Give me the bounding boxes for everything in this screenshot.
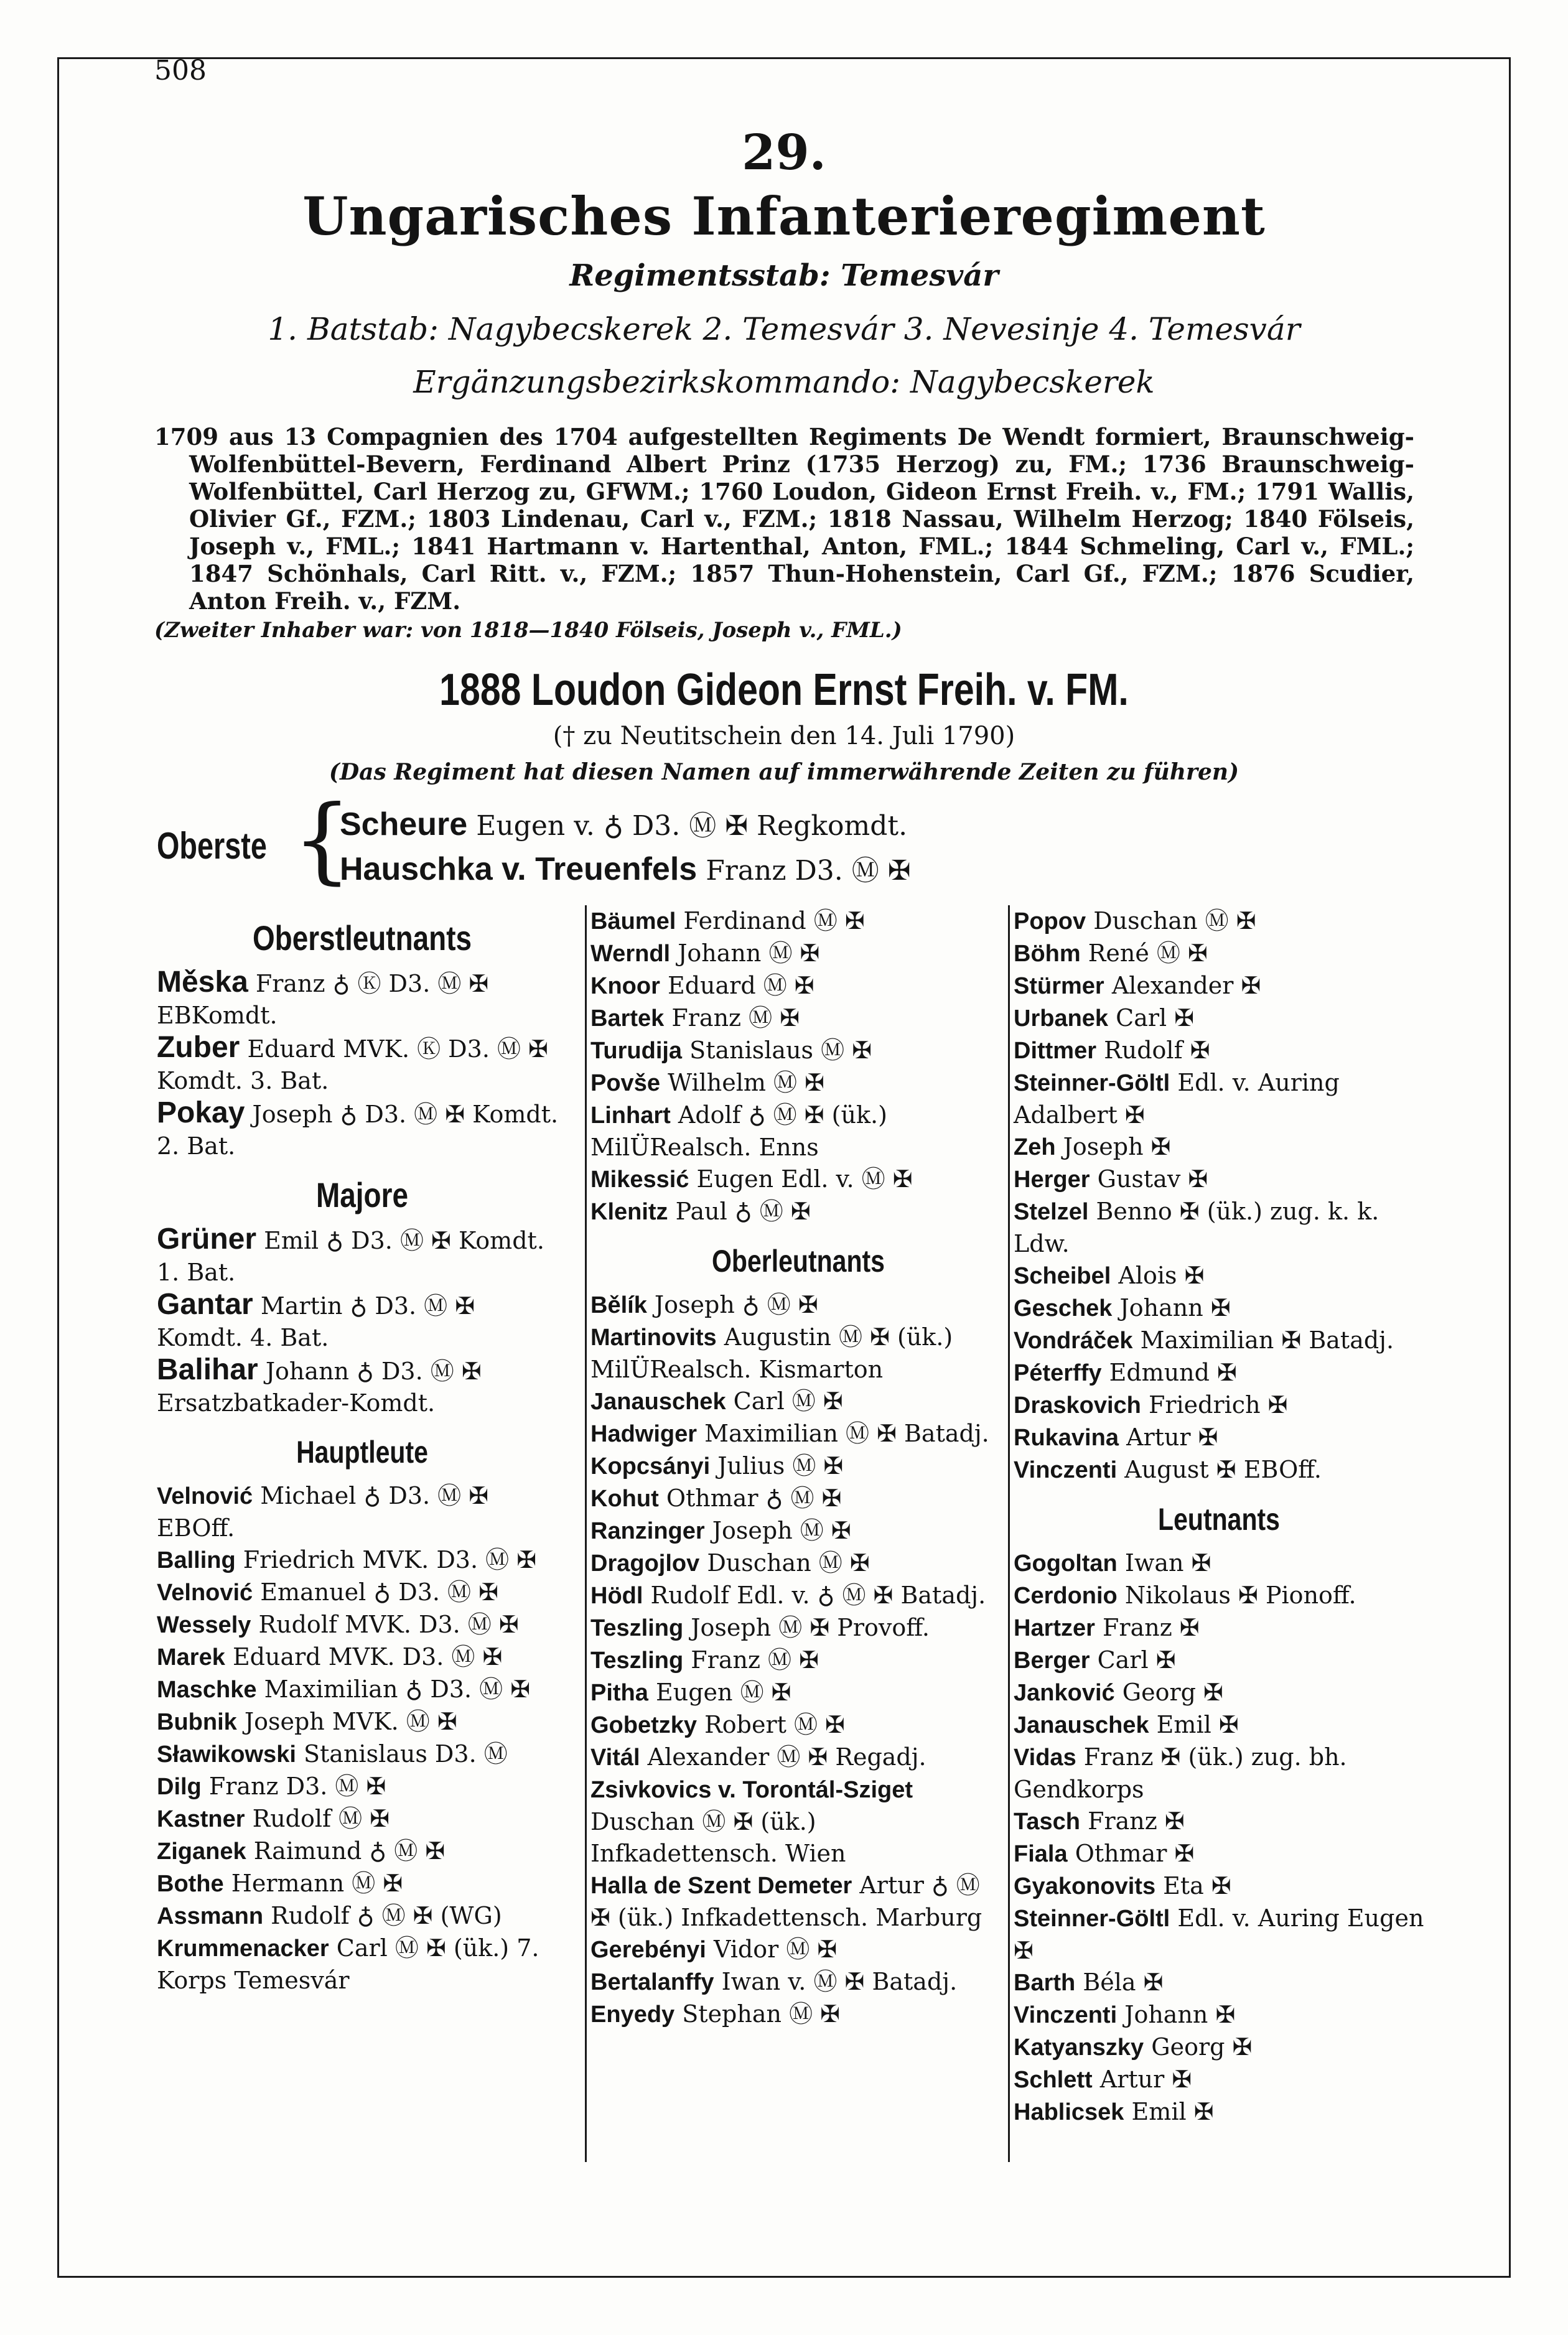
officer-surname: Hadwiger	[590, 1421, 698, 1447]
oberst-row	[340, 848, 911, 888]
officer-entry	[1014, 1967, 1424, 1999]
officer-details: Vidor Ⓜ ✠	[713, 1936, 838, 1963]
officer-entry	[1014, 1644, 1424, 1677]
officer-entry	[590, 1450, 1006, 1483]
officer-entry	[1014, 1196, 1424, 1260]
officer-surname: Linhart	[590, 1102, 671, 1129]
owner-death: († zu Neutitschein den 14. Juli 1790)	[553, 722, 1015, 750]
officer-details: Duschan Ⓜ ✠	[1093, 907, 1256, 934]
officer-details: Edl. v. Auring Adalbert ✠	[1014, 1069, 1340, 1129]
officer-entry	[1014, 1035, 1424, 1067]
officer-surname: Grüner	[157, 1223, 257, 1256]
officer-details: Franz ✠ (ük.) zug. bh. Gendkorps	[1014, 1743, 1347, 1803]
officer-surname: Tasch	[1014, 1809, 1081, 1835]
officer-entry	[1014, 970, 1424, 1002]
officer-details: Alois ✠	[1118, 1262, 1205, 1289]
officer-entry	[1014, 2031, 1424, 2064]
officer-entry	[157, 1032, 567, 1097]
officer-details: Béla ✠	[1083, 1969, 1164, 1996]
oberste-label: Oberste	[157, 825, 267, 867]
officer-entry	[157, 1544, 567, 1577]
officer-details: Rudolf ✠	[1104, 1037, 1210, 1064]
officer-surname: Mikessić	[590, 1167, 689, 1193]
officer-details: Joseph ♁ Ⓜ ✠	[654, 1291, 818, 1318]
column-left	[157, 905, 567, 1997]
officer-entry	[590, 1934, 1006, 1966]
officer-entry	[1014, 1454, 1424, 1486]
officer-surname: Dragojlov	[590, 1550, 700, 1577]
officer-surname: Ranzinger	[590, 1518, 705, 1544]
officer-surname: Berger	[1014, 1648, 1090, 1674]
officer-entry	[1014, 2096, 1424, 2128]
officer-details: Eduard Ⓜ ✠	[667, 972, 814, 999]
officer-entry	[1014, 1709, 1424, 1741]
officer-surname: Kastner	[157, 1806, 245, 1832]
officer-details: Friedrich MVK. D3. Ⓜ ✠	[243, 1546, 537, 1573]
officer-details: Carl ✠	[1116, 1004, 1195, 1032]
oberst-row	[340, 803, 907, 843]
officer-entry	[590, 1067, 1006, 1099]
officer-surname: Böhm	[1014, 941, 1081, 967]
officer-entry	[590, 1418, 1006, 1450]
officer-surname: Scheibel	[1014, 1263, 1111, 1289]
officer-details: Rudolf ♁ Ⓜ ✠ (WG)	[271, 1902, 502, 1929]
officer-details: Othmar ✠	[1075, 1840, 1195, 1867]
officer-details: Adolf ♁ Ⓜ ✠ (ük.) MilÜRealsch. Enns	[590, 1101, 887, 1161]
officer-details: Eugen Edl. v. Ⓜ ✠	[696, 1165, 913, 1193]
officer-details: Franz Ⓜ ✠	[671, 1004, 800, 1032]
officer-entry	[590, 1644, 1006, 1677]
officer-surname: Draskovich	[1014, 1392, 1141, 1419]
officer-entry	[590, 1709, 1006, 1741]
officer-entry	[590, 1741, 1006, 1774]
officer-surname: Vondráček	[1014, 1328, 1133, 1354]
officer-surname: Bartek	[590, 1005, 665, 1032]
officer-details: Duschan Ⓜ ✠ (ük.) Infkadettensch. Wien	[590, 1808, 846, 1867]
officer-details: Stanislaus D3. Ⓜ	[303, 1740, 508, 1768]
officer-surname: Schlett	[1014, 2067, 1093, 2093]
officer-surname: Janauschek	[590, 1389, 726, 1415]
officer-entry	[590, 1998, 1006, 2031]
officer-entry	[1014, 1547, 1424, 1580]
officer-details: Ferdinand Ⓜ ✠	[683, 907, 865, 934]
officer-surname: Janauschek	[1014, 1712, 1149, 1738]
officer-surname: Martinovits	[590, 1325, 717, 1351]
officer-entry	[157, 1771, 567, 1803]
officer-entry	[157, 1803, 567, 1835]
officer-surname: Marek	[157, 1644, 225, 1671]
officer-entry	[157, 1354, 567, 1419]
officer-entry	[1014, 2064, 1424, 2096]
officer-surname: Zeh	[1014, 1134, 1056, 1160]
officer-details: August ✠ EBOff.	[1124, 1456, 1322, 1483]
officer-surname: Vitál	[590, 1745, 640, 1771]
officer-details: Rudolf Ⓜ ✠	[252, 1805, 390, 1832]
officer-entry	[590, 1580, 1006, 1612]
officer-details: Maximilian ✠ Batadj.	[1140, 1326, 1394, 1354]
officer-details: Robert Ⓜ ✠	[704, 1711, 845, 1738]
officer-details: Duschan Ⓜ ✠	[707, 1549, 870, 1577]
officer-details: Franz Ⓜ ✠	[691, 1646, 819, 1674]
officer-entry	[157, 1835, 567, 1868]
officer-details: Maximilian ♁ D3. Ⓜ ✠	[264, 1676, 531, 1703]
officer-entry	[590, 1966, 1006, 1998]
officer-entry	[1014, 1163, 1424, 1196]
officer-surname: Kopcsányi	[590, 1453, 711, 1480]
second-owner: (Zweiter Inhaber war: von 1818—1840 Fölseis, Joseph v., FML.)	[154, 618, 902, 643]
officer-surname: Bertalanffy	[590, 1969, 714, 1995]
officer-details: Benno ✠ (ük.) zug. k. k. Ldw.	[1014, 1198, 1379, 1257]
officer-entry	[157, 966, 567, 1032]
regiment-number: 29.	[742, 124, 826, 181]
officer-surname: Sławikowski	[157, 1741, 296, 1768]
officer-details: Eugen Ⓜ ✠	[656, 1679, 791, 1706]
officer-entry	[590, 1035, 1006, 1067]
oberst-name: Hauschka v. Treuenfels	[340, 851, 698, 887]
officer-details: Carl ✠	[1097, 1646, 1176, 1674]
officer-surname: Steinner-Göltl	[1014, 1906, 1170, 1932]
officer-surname: Enyedy	[590, 2002, 675, 2028]
officer-entry	[1014, 1677, 1424, 1709]
officer-details: Iwan ✠	[1124, 1549, 1211, 1577]
officer-details: Iwan v. Ⓜ ✠ Batadj.	[721, 1968, 958, 1995]
officer-entry	[157, 1609, 567, 1641]
officer-entry	[590, 970, 1006, 1002]
officer-details: Michael ♁ D3. Ⓜ ✠ EBOff.	[157, 1482, 489, 1542]
officer-surname: Stelzel	[1014, 1199, 1089, 1225]
officer-details: Franz ✠	[1103, 1614, 1200, 1641]
officer-entry	[1014, 1292, 1424, 1325]
officer-surname: Fiala	[1014, 1841, 1068, 1867]
officer-entry	[590, 1163, 1006, 1196]
officer-surname: Hartzer	[1014, 1615, 1095, 1641]
officer-surname: Dittmer	[1014, 1038, 1097, 1064]
officer-surname: Měska	[157, 966, 248, 999]
officer-surname: Gyakonovits	[1014, 1873, 1156, 1899]
officer-entry	[590, 1321, 1006, 1386]
officer-entry	[590, 1677, 1006, 1709]
officer-surname: Péterffy	[1014, 1360, 1102, 1386]
officer-entry	[157, 1577, 567, 1609]
oberst-name: Scheure	[340, 806, 468, 842]
officer-entry	[157, 1868, 567, 1900]
officer-details: Emil ♁ D3. Ⓜ ✠ Komdt. 1. Bat.	[157, 1227, 544, 1286]
officer-details: Raimund ♁ Ⓜ ✠	[253, 1837, 446, 1865]
officer-surname: Katyanszky	[1014, 2034, 1144, 2061]
officer-details: Othmar ♁ Ⓜ ✠	[666, 1484, 842, 1512]
officer-details: Franz ✠	[1088, 1807, 1185, 1835]
officer-details: Gustav ✠	[1097, 1165, 1208, 1193]
officer-details: Julius Ⓜ ✠	[717, 1452, 844, 1480]
officer-details: Rudolf Edl. v. ♁ Ⓜ ✠ Batadj.	[650, 1582, 986, 1609]
officer-surname: Krummenacker	[157, 1936, 329, 1962]
officer-entry	[157, 1641, 567, 1674]
officer-entry	[1014, 1612, 1424, 1644]
officer-surname: Bäumel	[590, 908, 676, 934]
officer-details: Maximilian Ⓜ ✠ Batadj.	[704, 1420, 989, 1447]
officer-surname: Teszling	[590, 1615, 684, 1641]
page-number: 508	[154, 55, 207, 86]
regiment-title: Ungarisches Infanterieregiment	[302, 185, 1266, 247]
officer-surname: Bělík	[590, 1292, 647, 1318]
officer-entry	[1014, 1357, 1424, 1389]
officer-entry	[157, 1706, 567, 1738]
history-text: 1709 aus 13 Compagnien des 1704 aufgestellten Regiments De Wendt formiert, Braunschweig-Wolfenbüttel-Bevern, Ferdinand Albert Prinz (1735 Herzog) zu, FM.; 1736 Braunschweig-Wolfenbüttel, Carl Herzog zu, GFWM.; 1760 Loudon, Gideon Ernst Freih. v., FM.; 1791 Wallis, Olivier Gf., FZM.; 1803 Lindenau, Carl v., FZM.; 1818 Nassau, Wilhelm Herzog; 1840 Fölseis, Joseph v., FML.; 1841 Hartmann v. Hartenthal, Anton, FML.; 1844 Schmeling, Carl v., FML.; 1847 Schönhals, Carl Ritt. v., FZM.; 1857 Thun-Hohenstein, Carl Gf., FZM.; 1876 Scudier, Anton Freih. v., FZM.	[154, 423, 1414, 615]
officer-details: Franz ♁ Ⓚ D3. Ⓜ ✠ EBKomdt.	[157, 970, 489, 1029]
officer-surname: Halla de Szent Demeter	[590, 1873, 852, 1899]
officer-entry	[1014, 1260, 1424, 1292]
officer-details: Stanislaus Ⓜ ✠	[689, 1037, 872, 1064]
officer-surname: Turudija	[590, 1038, 683, 1064]
officer-surname: Bubnik	[157, 1709, 237, 1735]
officer-surname: Teszling	[590, 1648, 684, 1674]
officer-surname: Janković	[1014, 1680, 1115, 1706]
officer-entry	[1014, 938, 1424, 970]
officer-surname: Barth	[1014, 1970, 1076, 1996]
officer-surname: Werndl	[590, 941, 671, 967]
officer-surname: Klenitz	[590, 1199, 668, 1225]
officer-details: Artur ♁ Ⓜ ✠ (ük.) Infkadettensch. Marburg	[590, 1871, 982, 1931]
officer-surname: Kohut	[590, 1486, 659, 1512]
officer-details: Alexander Ⓜ ✠ Regadj.	[647, 1743, 926, 1771]
officer-surname: Maschke	[157, 1677, 257, 1703]
officer-surname: Vinczenti	[1014, 2002, 1118, 2028]
officer-surname: Popov	[1014, 908, 1086, 934]
officer-surname: Dilg	[157, 1774, 202, 1800]
officer-details: Edl. v. Auring Eugen ✠	[1014, 1904, 1424, 1964]
officer-surname: Povše	[590, 1070, 660, 1096]
officer-entry	[1014, 1741, 1424, 1806]
officer-surname: Cerdonio	[1014, 1583, 1118, 1609]
column-right	[1008, 905, 1424, 2162]
officer-details: Joseph ♁ D3. Ⓜ ✠ Komdt. 2. Bat.	[157, 1101, 559, 1160]
officer-details: Alexander ✠	[1111, 972, 1261, 999]
officer-details: Eduard MVK. D3. Ⓜ ✠	[232, 1643, 503, 1671]
officer-details: Augustin Ⓜ ✠ (ük.) MilÜRealsch. Kismarton	[590, 1323, 953, 1383]
officer-details: Joseph Ⓜ ✠	[712, 1517, 851, 1544]
officer-surname: Zuber	[157, 1031, 240, 1064]
officer-details: Eta ✠	[1163, 1872, 1231, 1899]
officer-details: Joseph ✠	[1063, 1133, 1171, 1160]
officer-details: Rudolf MVK. D3. Ⓜ ✠	[258, 1611, 519, 1638]
officer-details: Artur ✠	[1126, 1424, 1218, 1451]
officer-details: Emil ✠	[1156, 1711, 1239, 1738]
officer-details: Georg ✠	[1122, 1679, 1223, 1706]
officer-entry	[1014, 1999, 1424, 2031]
officer-details: Joseph MVK. Ⓜ ✠	[244, 1708, 457, 1735]
officer-surname: Balling	[157, 1547, 236, 1573]
officer-details: Joseph Ⓜ ✠ Provoff.	[691, 1614, 930, 1641]
officer-entry	[1014, 1002, 1424, 1035]
officer-surname: Gogoltan	[1014, 1550, 1118, 1577]
officer-entry	[1014, 1903, 1424, 1967]
officer-surname: Gobetzky	[590, 1712, 698, 1738]
officer-details: Wilhelm Ⓜ ✠	[668, 1069, 824, 1096]
officer-surname: Herger	[1014, 1167, 1090, 1193]
owner-name: 1888 Loudon Gideon Ernst Freih. v. FM.	[439, 665, 1129, 715]
officer-entry	[590, 1002, 1006, 1035]
officer-entry	[590, 1196, 1006, 1228]
rank-heading: Leutnants	[1158, 1502, 1280, 1537]
officer-details: Nikolaus ✠ Pionoff.	[1124, 1582, 1356, 1609]
officer-surname: Pokay	[157, 1096, 245, 1129]
officer-details: Georg ✠	[1151, 2033, 1253, 2061]
officer-entry	[157, 1674, 567, 1706]
officer-surname: Ziganek	[157, 1839, 246, 1865]
officer-entry	[1014, 1131, 1424, 1163]
officer-surname: Assmann	[157, 1903, 264, 1929]
officer-surname: Gantar	[157, 1288, 253, 1321]
officer-entry	[157, 1223, 567, 1289]
officer-entry	[157, 1900, 567, 1932]
officer-details: Johann Ⓜ ✠	[678, 939, 820, 967]
officer-details: Carl Ⓜ ✠ (ük.) 7. Korps Temesvár	[157, 1934, 539, 1994]
officer-details: Edmund ✠	[1109, 1359, 1237, 1386]
officer-details: Johann ✠	[1119, 1294, 1231, 1321]
officer-details: Stephan Ⓜ ✠	[682, 2000, 840, 2028]
officer-entry	[157, 1738, 567, 1771]
officer-entry	[590, 1774, 1006, 1870]
officer-entry	[590, 1870, 1006, 1934]
officer-surname: Stürmer	[1014, 973, 1104, 999]
officer-entry	[590, 1099, 1006, 1163]
officer-entry	[590, 1289, 1006, 1321]
regimentsstab: Regimentsstab: Temesvár	[569, 258, 999, 293]
officer-surname: Urbanek	[1014, 1005, 1109, 1032]
officer-entry	[590, 1483, 1006, 1515]
officer-details: Johann ✠	[1124, 2001, 1236, 2028]
rank-heading: Majore	[315, 1175, 409, 1214]
officer-surname: Wessely	[157, 1612, 251, 1638]
officer-details: Emil ✠	[1131, 2098, 1214, 2125]
officer-entry	[1014, 1580, 1424, 1612]
oberst-rest: Eugen v. ♁ D3. Ⓜ ✠ Regkomdt.	[476, 810, 908, 842]
officer-details: Carl Ⓜ ✠	[733, 1387, 843, 1415]
rank-heading: Hauptleute	[296, 1435, 428, 1470]
officer-surname: Gerebényi	[590, 1937, 706, 1963]
rank-heading: Oberstleutnants	[252, 918, 472, 958]
officer-surname: Knoor	[590, 973, 660, 999]
ergaenzung: Ergänzungsbezirkskommando: Nagybecskerek	[413, 364, 1155, 400]
officer-surname: Pitha	[590, 1680, 648, 1706]
officer-surname: Vinczenti	[1014, 1457, 1118, 1483]
officer-surname: Balihar	[157, 1353, 258, 1386]
officer-entry	[1014, 1806, 1424, 1838]
officer-details: Hermann Ⓜ ✠	[231, 1870, 403, 1897]
officer-details: Paul ♁ Ⓜ ✠	[675, 1198, 811, 1225]
oberst-rest: Franz D3. Ⓜ ✠	[706, 855, 911, 887]
officer-entry	[1014, 905, 1424, 938]
officer-details: Emanuel ♁ D3. Ⓜ ✠	[260, 1578, 498, 1606]
rank-heading: Oberleutnants	[712, 1244, 885, 1279]
officer-surname: Bothe	[157, 1871, 224, 1897]
officer-details: Eduard MVK. Ⓚ D3. Ⓜ ✠ Komdt. 3. Bat.	[157, 1035, 548, 1094]
officer-entry	[1014, 1422, 1424, 1454]
officer-surname: Velnović	[157, 1580, 253, 1606]
officer-surname: Vidas	[1014, 1745, 1076, 1771]
officer-surname: Zsivkovics v. Torontál-Sziget	[590, 1777, 913, 1803]
officer-details: Johann ♁ D3. Ⓜ ✠ Ersatzbatkader-Komdt.	[157, 1358, 482, 1417]
officer-entry	[1014, 1838, 1424, 1870]
officer-surname: Hödl	[590, 1583, 643, 1609]
officer-entry	[1014, 1067, 1424, 1131]
officer-entry	[590, 905, 1006, 938]
officer-entry	[590, 1515, 1006, 1547]
officer-surname: Hablicsek	[1014, 2099, 1124, 2125]
officer-entry	[157, 1289, 567, 1354]
officer-surname: Steinner-Göltl	[1014, 1070, 1170, 1096]
officer-details: René Ⓜ ✠	[1088, 939, 1208, 967]
officer-details: Artur ✠	[1099, 2066, 1192, 2093]
officer-surname: Velnović	[157, 1483, 253, 1509]
officer-entry	[157, 1480, 567, 1544]
officer-surname: Rukavina	[1014, 1425, 1119, 1451]
officer-entry	[590, 1386, 1006, 1418]
officer-entry	[157, 1097, 567, 1162]
batstab: 1. Batstab: Nagybecskerek 2. Temesvár 3. Nevesinje 4. Temesvár	[268, 311, 1300, 347]
officer-details: Franz D3. Ⓜ ✠	[208, 1773, 386, 1800]
oberste-block	[157, 786, 1028, 895]
officer-entry	[590, 938, 1006, 970]
officer-entry	[590, 1612, 1006, 1644]
column-middle	[585, 905, 1006, 2162]
officer-details: Friedrich ✠	[1148, 1391, 1288, 1419]
officer-entry	[590, 1547, 1006, 1580]
owner-note: (Das Regiment hat diesen Namen auf immerwährende Zeiten zu führen)	[329, 759, 1239, 785]
officer-surname: Geschek	[1014, 1295, 1113, 1321]
regiment-history	[154, 423, 1414, 615]
officer-details: Martin ♁ D3. Ⓜ ✠ Komdt. 4. Bat.	[157, 1292, 475, 1351]
brace-icon: {	[292, 786, 352, 894]
officer-entry	[1014, 1325, 1424, 1357]
officer-entry	[157, 1932, 567, 1997]
officer-entry	[1014, 1870, 1424, 1903]
officer-entry	[1014, 1389, 1424, 1422]
